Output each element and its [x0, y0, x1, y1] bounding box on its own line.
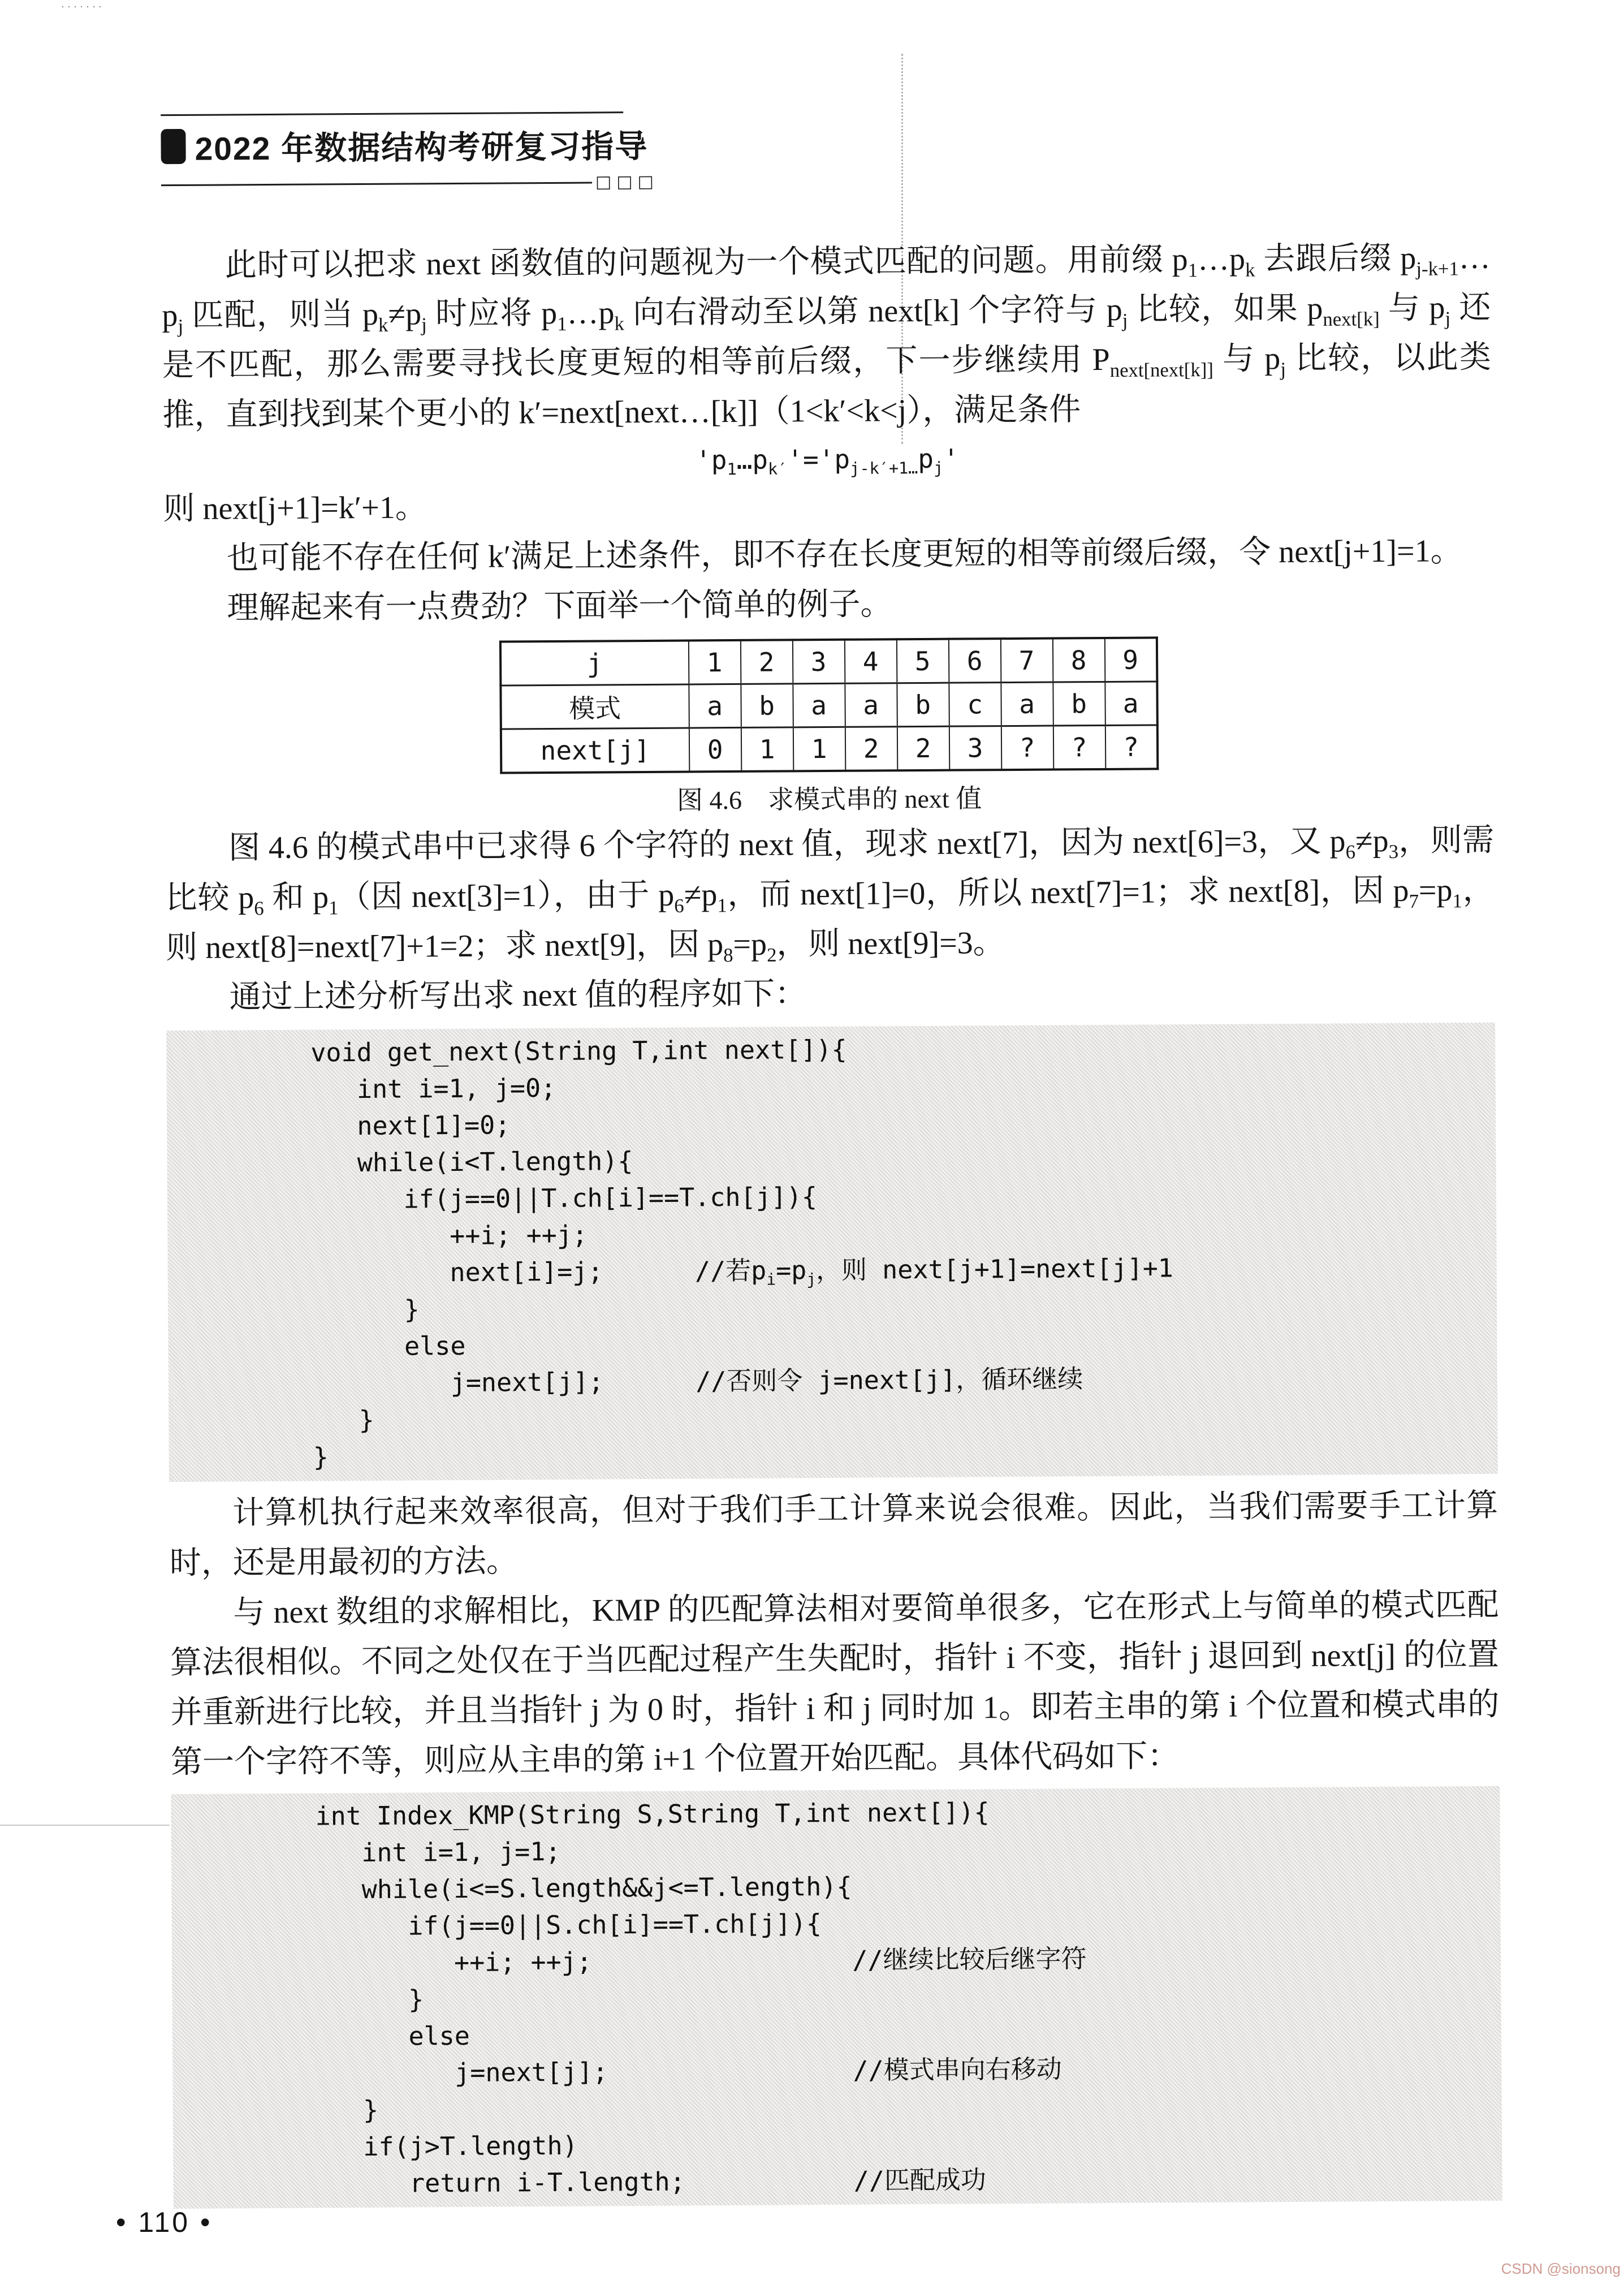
header-rule	[161, 182, 592, 187]
table-cell: a	[793, 683, 845, 727]
paragraph-next-as-matching: 此时可以把求 next 函数值的问题视为一个模式匹配的问题。用前缀 $p_1\dots p_k$ 去跟后缀 $p_{j-k+1}\dots p_j$ 匹配，则当 $p_k\ne p_j$ 时应将 $p_1\dots p_k$ 向右滑动至以第 next[k] 个字符与 $p_j$ 比较，如果 $p_{next[k]}$ 与 $p_j$ 还是不匹配，那么需要寻找长度更短的相等前后缀，下一步继续用 $P_{next[next[k]]}$ 与 $p_j$ 比较，以此类推，直到找到某个更小的 k′=next[next…[k]]（1<k′<k<j），满足条件	[162, 240, 1492, 433]
table-cell: 7	[1000, 639, 1052, 683]
paragraph-kmp-matching: 与 next 数组的求解相比，KMP 的匹配算法相对要简单很多，它在形式上与简单的模式匹配算法很相似。不同之处仅在于当匹配过程产生失配时，指针 i 不变，指针 j 退回到 next[j] 的位置并重新进行比较，并且当指针 j 为 0 时，指针 i 和 j 同时加 1。即若主串的第 i 个位置和模式串的第一个字符不等，则应从主串的第 i+1 个位置开始匹配。具体代码如下：	[170, 1587, 1500, 1781]
table-cell: 2	[845, 727, 897, 771]
next-value-table	[499, 636, 1158, 774]
figure-caption: 图 4.6 求模式串的 next 值	[676, 784, 982, 815]
table-row-label: next[j]	[500, 728, 689, 773]
table-cell: 2	[740, 640, 792, 684]
table-cell: b	[1053, 682, 1105, 726]
paragraph-program-intro: 通过上述分析写出求 next 值的程序如下：	[229, 976, 807, 1015]
table-cell: 8	[1052, 638, 1104, 682]
formula-prefix-suffix-equal: '$p_1\dots p_{k'}'='p_{j-k'+1\dots}p_j$'	[695, 443, 960, 479]
table-cell: 0	[689, 727, 741, 771]
table-cell: b	[741, 684, 793, 728]
figure-4-6	[164, 635, 1494, 818]
table-cell: ?	[1053, 725, 1105, 769]
paragraph-example-intro: 理解起来有一点费劲？下面举一个简单的例子。	[227, 587, 892, 626]
table-cell: 1	[741, 727, 793, 771]
paragraph-then-next-j1: 则 next[j+1]=k′+1。	[163, 490, 427, 527]
table-cell: a	[845, 683, 897, 727]
csdn-watermark: CSDN @sionsong	[1501, 2260, 1621, 2277]
table-cell: 4	[844, 639, 896, 683]
paragraph-figure-analysis: 图 4.6 的模式串中已求得 6 个字符的 next 值，现求 next[7]，因为 next[6]=3，又 $p_6\ne p_3$，则需比较 $p_6$ 和 $p_1$（因 next[3]=1），由于 $p_6\ne p_1$，而 next[1]=0，所以 next[7]=1；求 next[8]，因 $p_7=p_1$，则 next[8]=next[7]+1=2；求 next[9]，因 $p_8=p_2$，则 next[9]=3。	[165, 822, 1495, 967]
header-block-icon	[161, 129, 185, 164]
table-cell: 3	[949, 726, 1001, 770]
code-block-get-next: void get_next(String T,int next[]){ int i=1, j=0; next[1]=0; while(i<T.length){ if(j==0||T.ch[i]==T.ch[j]){ ++i; ++j; next[i]=j; //若$p_i=p_j$，则 next[j+1]=next[j]+1 } else j=next[j]; //否则令 j=next[j]，循环继续 } }	[166, 1023, 1498, 1482]
table-row-pattern	[500, 682, 1157, 729]
table-cell: 1	[688, 640, 740, 684]
table-cell: 9	[1104, 637, 1156, 682]
table-cell: a	[689, 684, 741, 728]
table-cell: 6	[948, 639, 1000, 683]
book-title: 2022 年数据结构考研复习指导	[195, 128, 649, 167]
table-cell: ?	[1001, 726, 1053, 770]
paragraph-no-kprime-case: 也可能不存在任何 k′满足上述条件，即不存在长度更短的相等前缀后缀，令 next[j+1]=1。	[226, 533, 1462, 576]
table-row-j	[500, 637, 1156, 686]
header-title-row	[161, 111, 649, 170]
table-cell: a	[1001, 682, 1053, 726]
header-underline-row	[161, 171, 659, 193]
table-cell: b	[897, 683, 949, 727]
table-cell: 2	[897, 726, 949, 770]
table-row-label: j	[500, 640, 688, 686]
table-cell: 1	[793, 727, 845, 771]
paragraph-manual-calc: 计算机执行起来效率很高，但对于我们手工计算来说会很难。因此，当我们需要手工计算时，还是用最初的方法。	[169, 1488, 1498, 1581]
table-cell: 3	[792, 640, 844, 684]
table-row-next-j	[500, 725, 1157, 773]
table-cell: 5	[896, 639, 948, 683]
code-block-index-kmp: int Index_KMP(String S,String T,int next[]){ int i=1, j=1; while(i<=S.length&&j<=T.length){ if(j==0||S.ch[i]==T.ch[j]){ ++i; ++j; //继续比较后继字符 } else j=next[j]; //模式串向右移动 } if(j>T.length) return i-T.length; //匹配成功	[171, 1786, 1502, 2209]
table-cell: c	[949, 683, 1001, 727]
page-content	[160, 0, 1502, 2209]
scan-noise-dots: ·······	[61, 1, 105, 12]
scan-artifact-horizontal-line	[0, 1825, 170, 1826]
table-cell: a	[1105, 682, 1157, 726]
chapter-header	[161, 111, 659, 193]
table-row-label: 模式	[500, 684, 689, 729]
table-cell: ?	[1105, 725, 1157, 769]
page-number: • 110 •	[116, 2206, 213, 2238]
header-squares-icon: □□□	[595, 171, 659, 192]
